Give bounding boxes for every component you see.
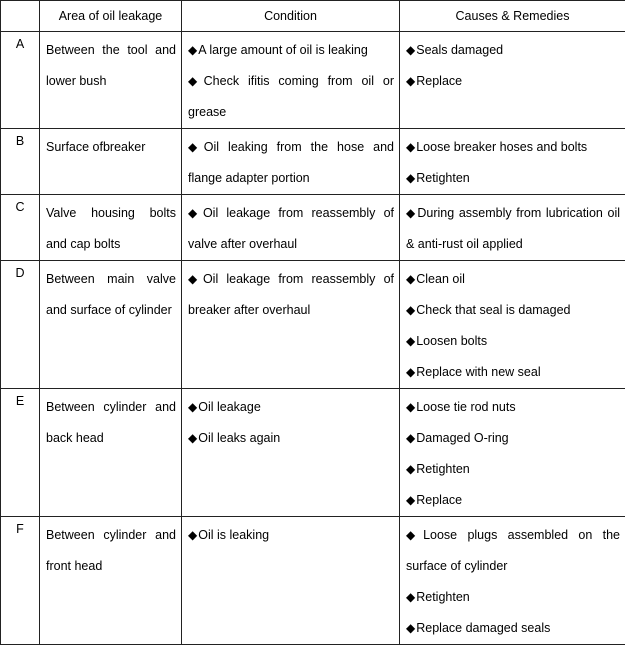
remedy-item [406,485,620,516]
remedy-item [406,295,620,326]
diamond-bullet-icon [188,43,198,57]
header-area: Area of oil leakage [40,1,182,32]
remedy-item [406,520,620,582]
diamond-bullet-icon [406,74,416,88]
diamond-bullet-icon [188,74,204,88]
table-row [1,261,625,389]
remedy-item [406,613,620,644]
remedy-item [406,582,620,613]
table-row [1,32,625,129]
area-text: Valve housing bolts and cap bolts [46,198,176,260]
condition-cell [182,389,400,517]
remedy-text: Replace with new seal [416,365,540,379]
row-label: A [1,32,40,129]
remedy-text: Clean oil [416,272,465,286]
condition-text: Oil leaking from the hose and flange adapter portion [188,140,394,185]
diamond-bullet-icon [406,272,416,286]
diamond-bullet-icon [406,528,423,542]
condition-cell [182,195,400,261]
diamond-bullet-icon [188,272,203,286]
remedies-cell [400,195,625,261]
header-label [1,1,40,32]
area-text: Between main valve and surface of cylinder [46,264,176,326]
area-text: Between cylinder and back head [46,392,176,454]
diamond-bullet-icon [188,431,198,445]
header-remedies: Causes & Remedies [400,1,625,32]
remedy-item [406,392,620,423]
table-row [1,129,625,195]
diamond-bullet-icon [406,493,416,507]
remedy-text: Damaged O-ring [416,431,508,445]
diamond-bullet-icon [406,400,416,414]
row-label: D [1,261,40,389]
diamond-bullet-icon [406,43,416,57]
diamond-bullet-icon [406,140,416,154]
diamond-bullet-icon [406,462,416,476]
remedies-cell [400,261,625,389]
diamond-bullet-icon [188,528,198,542]
condition-cell [182,517,400,645]
condition-item [188,392,394,423]
table-row [1,389,625,517]
condition-item [188,35,394,66]
condition-item [188,264,394,326]
area-cell [40,261,182,389]
remedy-text: Check that seal is damaged [416,303,570,317]
header-row [1,1,625,32]
condition-item [188,66,394,128]
remedies-cell [400,32,625,129]
header-condition: Condition [182,1,400,32]
area-text: Between the tool and lower bush [46,35,176,97]
remedy-item [406,423,620,454]
remedy-text: Seals damaged [416,43,503,57]
row-label: C [1,195,40,261]
remedy-item [406,198,620,260]
diamond-bullet-icon [406,171,416,185]
remedy-text: Loose breaker hoses and bolts [416,140,587,154]
condition-text: Oil leakage from reassembly of valve after overhaul [188,206,394,251]
diamond-bullet-icon [406,365,416,379]
remedy-item [406,163,620,194]
remedy-item [406,35,620,66]
remedies-cell [400,517,625,645]
table-row [1,517,625,645]
condition-text: Oil leaks again [198,431,280,445]
condition-cell [182,32,400,129]
diamond-bullet-icon [406,590,416,604]
row-label: E [1,389,40,517]
area-cell [40,389,182,517]
diamond-bullet-icon [406,206,417,220]
diamond-bullet-icon [406,431,416,445]
remedy-item [406,326,620,357]
remedy-item [406,132,620,163]
area-cell [40,129,182,195]
condition-item [188,198,394,260]
diamond-bullet-icon [406,303,416,317]
remedy-item [406,264,620,295]
condition-text: Oil leakage [198,400,261,414]
remedy-text: Replace [416,74,462,88]
area-text: Between cylinder and front head [46,520,176,582]
row-label: B [1,129,40,195]
condition-text: Oil leakage from reassembly of breaker after overhaul [188,272,394,317]
area-cell [40,195,182,261]
remedy-text: Retighten [416,590,470,604]
remedies-cell [400,129,625,195]
area-cell [40,32,182,129]
condition-text: Oil is leaking [198,528,269,542]
remedy-text: Loose plugs assembled on the surface of cylinder [406,528,620,573]
diamond-bullet-icon [406,334,416,348]
area-text: Surface ofbreaker [46,132,176,163]
condition-cell [182,129,400,195]
condition-item [188,520,394,551]
condition-item [188,423,394,454]
table-row [1,195,625,261]
diamond-bullet-icon [188,206,203,220]
remedy-text: Loosen bolts [416,334,487,348]
row-label: F [1,517,40,645]
remedy-item [406,454,620,485]
remedy-text: Replace damaged seals [416,621,550,635]
remedy-text: Retighten [416,462,470,476]
condition-item [188,132,394,194]
area-cell [40,517,182,645]
condition-text: A large amount of oil is leaking [198,43,368,57]
remedy-text: Retighten [416,171,470,185]
diamond-bullet-icon [406,621,416,635]
condition-text: Check ifitis coming from oil or grease [188,74,394,119]
remedy-text: During assembly from lubrication oil & anti-rust oil applied [406,206,620,251]
remedies-cell [400,389,625,517]
remedy-text: Replace [416,493,462,507]
diamond-bullet-icon [188,400,198,414]
remedy-item [406,66,620,97]
diamond-bullet-icon [188,140,204,154]
condition-cell [182,261,400,389]
remedy-item [406,357,620,388]
remedy-text: Loose tie rod nuts [416,400,515,414]
